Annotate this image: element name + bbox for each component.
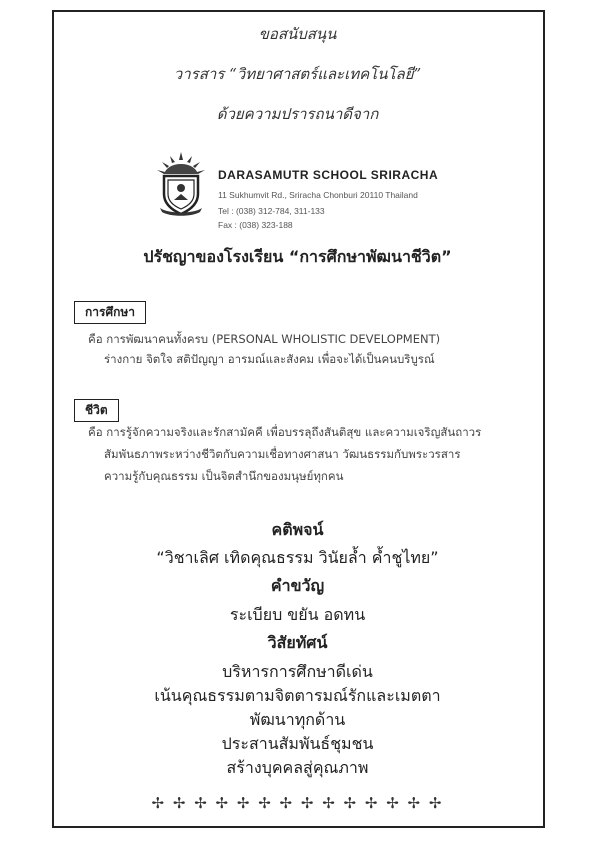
school-name: DARASAMUTR SCHOOL SRIRACHA bbox=[218, 168, 439, 182]
school-fax: Fax : (038) 323-188 bbox=[218, 220, 293, 230]
school-telephone: Tel : (038) 312-784, 311-133 bbox=[218, 206, 325, 216]
vision-line: ประสานสัมพันธ์ชุมชน bbox=[221, 734, 374, 753]
vision-line: บริหารการศึกษาดีเด่น bbox=[222, 662, 373, 681]
school-address: 11 Sukhumvit Rd., Sriracha Chonburi 20110 Thailand bbox=[218, 190, 418, 200]
life-definition-line: คือ การรู้จักความจริงและรักสามัคคี เพื่อบรรลุถึงสันติสุข และความเจริญสันถาวร bbox=[88, 425, 482, 439]
vision-line: สร้างบุคคลสู่คุณภาพ bbox=[226, 758, 369, 777]
motto-heading: คติพจน์ bbox=[271, 520, 324, 539]
education-definition-line: คือ การพัฒนาคนทั้งครบ (PERSONAL WHOLISTIC DEVELOPMENT) bbox=[88, 332, 441, 346]
education-label: การศึกษา bbox=[74, 301, 146, 324]
header-line-journal: วารสาร “วิทยาศาสตร์และเทคโนโลยี” bbox=[173, 65, 422, 83]
life-definition-line: ความรู้กับคุณธรรม เป็นจิตสำนึกของมนุษย์ทุกคน bbox=[104, 469, 344, 483]
vision-heading: วิสัยทัศน์ bbox=[267, 633, 328, 652]
life-definition-line: สัมพันธภาพระหว่างชีวิตกับความเชื่อทางศาสนา วัฒนธรรมกับพระวรสาร bbox=[104, 447, 461, 461]
decorative-ornament-row: ✢ ✢ ✢ ✢ ✢ ✢ ✢ ✢ ✢ ✢ ✢ ✢ ✢ ✢ bbox=[151, 794, 444, 812]
values-heading: คำขวัญ bbox=[270, 576, 325, 595]
values-text: ระเบียบ ขยัน อดทน bbox=[229, 605, 366, 624]
header-line-wishes: ด้วยความปรารถนาดีจาก bbox=[216, 105, 379, 123]
vision-line: เน้นคุณธรรมตามจิตตารมณ์รักและเมตตา bbox=[154, 686, 441, 705]
motto-text: “วิชาเลิศ เทิดคุณธรรม วินัยล้ำ ค้ำชูไทย” bbox=[156, 548, 439, 567]
school-emblem-icon bbox=[152, 150, 210, 218]
header-line-support: ขอสนับสนุน bbox=[258, 25, 337, 43]
life-label: ชีวิต bbox=[74, 399, 119, 422]
vision-line: พัฒนาทุกด้าน bbox=[249, 710, 346, 729]
philosophy-title: ปรัชญาของโรงเรียน “การศึกษาพัฒนาชีวิต” bbox=[143, 247, 452, 266]
education-definition-line: ร่างกาย จิตใจ สติปัญญา อารมณ์และสังคม เพื่อจะได้เป็นคนบริบูรณ์ bbox=[104, 352, 435, 366]
